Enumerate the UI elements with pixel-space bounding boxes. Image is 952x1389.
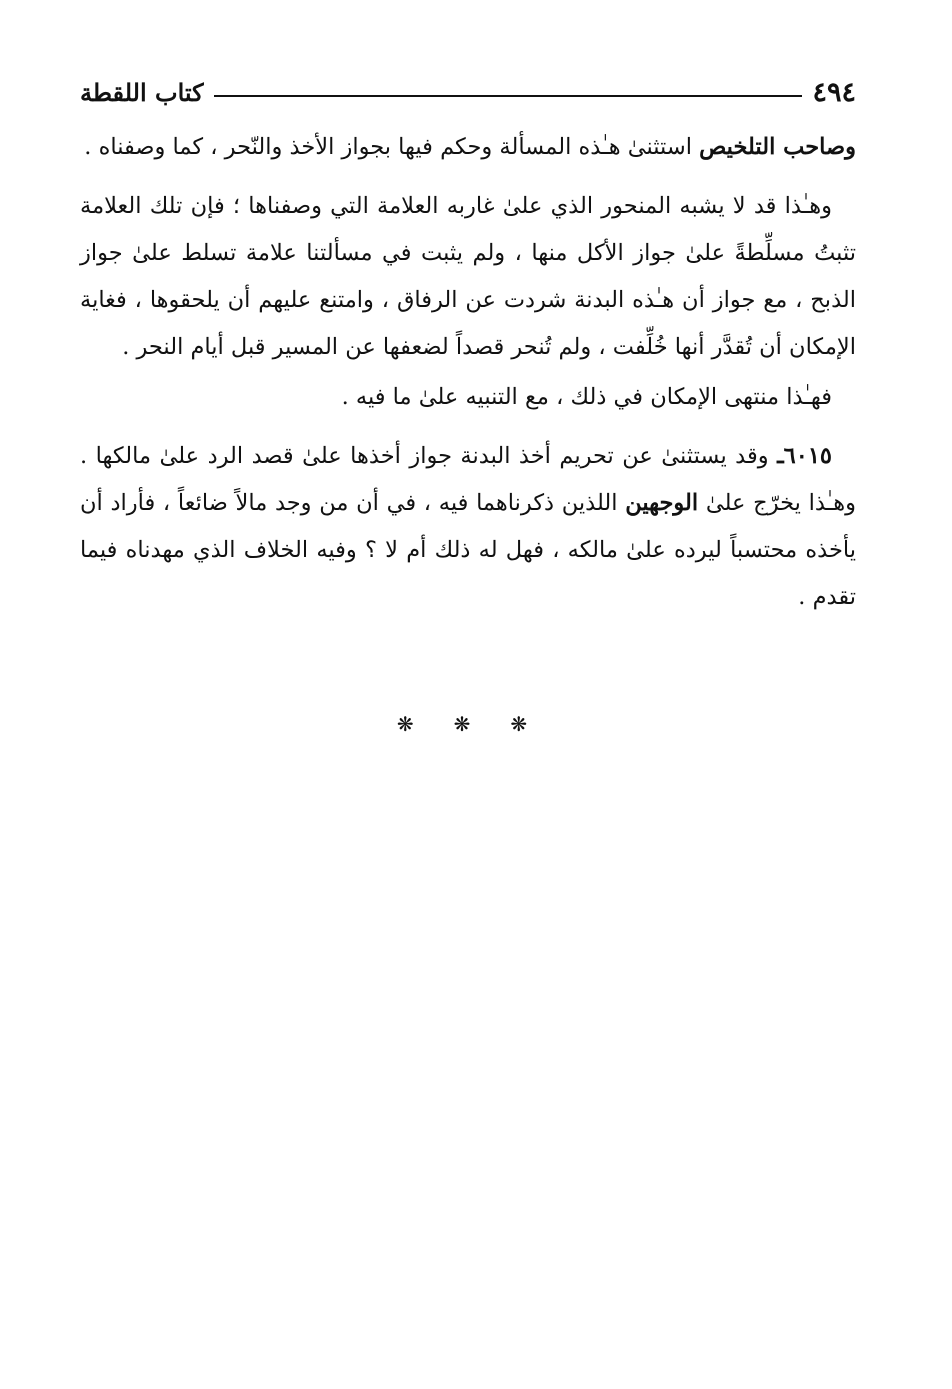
- paragraph-text: اللذين ذكرناهما فيه ، في أن من وجد مالاً ضائعاً ، فأراد أن يأخذه محتسباً ليرده علىٰ مالكه ، فهل له ذلك أم لا ؟ وفيه الخلاف الذي مهدناه فيما تقدم .: [80, 490, 856, 610]
- paragraph-text: وقد يستثنىٰ عن تحريم أخذ البدنة جواز أخذها علىٰ قصد الرد علىٰ مالكها . وهـٰذا يخرّج علىٰ: [80, 443, 856, 516]
- paragraph-3: [80, 374, 856, 421]
- section-number: ٦٠١٥ـ: [777, 443, 832, 469]
- paragraph-text: فهـٰذا منتهى الإمكان في ذلك ، مع التنبيه علىٰ ما فيه .: [341, 384, 832, 410]
- paragraph-1: [80, 124, 856, 171]
- paragraph-2: [80, 183, 856, 371]
- bold-term: الوجهين: [625, 490, 699, 516]
- star-ornament-icon: ❋: [510, 712, 556, 736]
- header-rule: [214, 95, 803, 97]
- section-separator: [0, 712, 952, 736]
- page-number: ٤٩٤: [812, 76, 856, 108]
- page-body: [80, 124, 856, 621]
- star-ornament-icon: ❋: [396, 712, 442, 736]
- page-header: [80, 72, 856, 112]
- author-reference: وصاحب التلخيص: [699, 134, 856, 160]
- star-ornament-icon: ❋: [453, 712, 499, 736]
- paragraph-4: [80, 433, 856, 621]
- book-title: كتاب اللقطة: [80, 77, 204, 107]
- paragraph-text: وهـٰذا قد لا يشبه المنحور الذي علىٰ غاربه العلامة التي وصفناها ؛ فإن تلك العلامة تثبتُ مسلِّطةً علىٰ جواز الأكل منها ، ولم يثبت في مسألتنا علامة تسلط علىٰ جواز الذبح ، مع جواز أن هـٰذه البدنة شردت عن الرفاق ، وامتنع عليهم أن يلحقوها ، فغاية الإمكان أن تُقدَّر أنها خُلِّفت ، ولم تُنحر قصداً لضعفها عن المسير قبل أيام النحر .: [80, 193, 856, 360]
- paragraph-text: استثنىٰ هـٰذه المسألة وحكم فيها بجواز الأخذ والنّحر ، كما وصفناه .: [84, 134, 700, 160]
